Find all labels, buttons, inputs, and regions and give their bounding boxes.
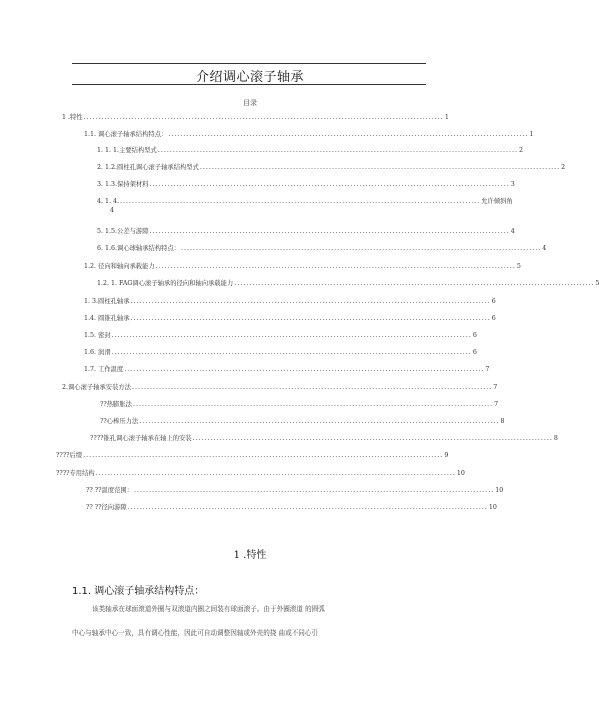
toc-leader-dots: ........................................................................................................................ xyxy=(132,401,494,408)
toc-leader-dots: ........................................................................................................................ xyxy=(149,228,510,235)
toc-page: 1 xyxy=(529,131,534,138)
toc-label: ????专用结构 xyxy=(56,470,95,477)
toc-page: 6 xyxy=(491,315,496,322)
body-paragraph-line: 该类轴承在球面滚道外圈与双滚道内圈之间装有球面滚子。由于外圈滚道 的圆弧 xyxy=(92,605,325,613)
toc-leader-dots: ........................................................................................................................ xyxy=(95,470,456,477)
toc-page: 10 xyxy=(495,487,504,494)
toc-page: 8 xyxy=(553,435,558,442)
toc-leader-dots: ........................................................................................................................ xyxy=(120,198,481,205)
toc-page: 10 xyxy=(456,470,465,477)
toc-entry[interactable] xyxy=(56,468,465,477)
toc-label: 1.1. 调心滚子轴承结构特点： xyxy=(84,131,168,138)
toc-label: 3. 1.3.保持架材料 xyxy=(97,181,149,188)
toc-page: 6 xyxy=(491,298,496,305)
toc-entry[interactable] xyxy=(100,399,499,408)
toc-page: 5 xyxy=(595,280,599,287)
top-rule xyxy=(72,63,426,64)
toc-page: 6 xyxy=(472,332,477,339)
toc-leader-dots: ........................................................................................................................ xyxy=(181,245,542,252)
toc-leader-dots: ........................................................................................................................ xyxy=(149,181,510,188)
toc-page: 9 xyxy=(444,452,449,459)
toc-label: 4. 1. 4. xyxy=(97,198,120,205)
toc-label: ????锥孔调心滚子轴承在轴上的安装 xyxy=(90,435,192,442)
toc-label: 1.2. 径向和轴向承载能力 xyxy=(84,263,155,270)
toc-leader-dots: ........................................................................................................................ xyxy=(111,332,472,339)
toc-label: 1. 3.圆柱孔轴承 xyxy=(84,298,130,305)
toc-label: 1.2. 1. FAG调心滚子轴承的径向和轴向承载能力 xyxy=(97,280,234,287)
toc-label: 1.7. 工作温度 xyxy=(84,366,124,373)
section-heading: 1 .特性 xyxy=(233,550,267,561)
toc-label: 1. 1. 1.主要结构型式 xyxy=(97,147,157,154)
toc-leader-dots: ........................................................................................................................ xyxy=(155,263,516,270)
toc-page: 4 xyxy=(542,245,547,252)
toc-label: 2. 1.2.圆柱孔调心滚子轴承结构型式 xyxy=(97,164,199,171)
toc-entry[interactable] xyxy=(97,145,524,154)
body-paragraph-line: 中心与轴承中心一致，具有调心性能，因此可自动调整因轴或外壳的挠 曲或不同心引 xyxy=(72,629,319,637)
toc-leader-dots: ........................................................................................................................ xyxy=(134,487,495,494)
toc-entry[interactable] xyxy=(62,382,498,391)
toc-entry[interactable] xyxy=(86,485,504,494)
toc-entry[interactable] xyxy=(62,112,449,121)
toc-page: 7 xyxy=(494,401,499,408)
toc-entry[interactable] xyxy=(84,364,490,373)
toc-label: 1 .特性 xyxy=(62,114,83,121)
toc-entry[interactable] xyxy=(84,313,496,322)
toc-page: 4 xyxy=(510,228,515,235)
toc-leader-dots: ........................................................................................................................ xyxy=(168,131,529,138)
toc-entry[interactable] xyxy=(84,261,521,270)
subsection-heading: 1.1. 调心滚子轴承结构特点： xyxy=(72,586,205,597)
toc-entry[interactable] xyxy=(84,129,534,138)
toc-label: 1.6. 润滑 xyxy=(84,349,111,356)
toc-page: 3 xyxy=(510,181,515,188)
toc-leader-dots: ........................................................................................................................ xyxy=(127,504,488,511)
toc-page: 7 xyxy=(485,366,490,373)
toc-label: ??心棒压力法 xyxy=(100,418,139,425)
toc-label: ????后缀 xyxy=(56,452,83,459)
title-rule xyxy=(72,84,426,85)
toc-label: 1.4. 圆锥孔轴承 xyxy=(84,315,130,322)
toc-heading: 目录 xyxy=(243,99,257,107)
toc-page: 8 xyxy=(500,418,505,425)
toc-entry[interactable] xyxy=(97,226,515,235)
toc-entry[interactable] xyxy=(100,416,505,425)
toc-entry[interactable] xyxy=(97,162,566,171)
toc-page: 6 xyxy=(472,349,477,356)
toc-entry[interactable] xyxy=(84,330,477,339)
toc-leader-dots: ........................................................................................................................ xyxy=(124,366,485,373)
toc-label: 6. 1.6.调心球轴承结构特点： xyxy=(97,245,180,252)
toc-entry[interactable] xyxy=(97,196,513,205)
toc-label: 2.调心滚子轴承安装方法 xyxy=(62,384,131,391)
toc-leader-dots: ........................................................................................................................ xyxy=(192,435,553,442)
toc-leader-dots: ........................................................................................................................ xyxy=(157,147,519,154)
toc-page: 2 xyxy=(561,164,566,171)
toc-leader-dots: ........................................................................................................................ xyxy=(139,418,500,425)
toc-page: 2 xyxy=(519,147,524,154)
toc-entry[interactable] xyxy=(56,450,449,459)
toc-entry[interactable] xyxy=(90,433,558,442)
toc-leader-dots: ........................................................................................................................ xyxy=(234,280,595,287)
toc-entry[interactable] xyxy=(97,243,547,252)
toc-page: 7 xyxy=(493,384,498,391)
toc-wrapped-page: 4 xyxy=(110,207,115,214)
toc-entry[interactable] xyxy=(97,179,515,188)
toc-leader-dots: ........................................................................................................................ xyxy=(199,164,561,171)
toc-label: 5. 1.5.公差与游隙 xyxy=(97,228,149,235)
toc-entry[interactable] xyxy=(84,296,496,305)
toc-leader-dots: ........................................................................................................................ xyxy=(131,384,493,391)
toc-entry[interactable] xyxy=(86,502,497,511)
toc-label: 1.5. 密封 xyxy=(84,332,111,339)
toc-label: ?? ??径向游隙 xyxy=(86,504,127,511)
toc-leader-dots: ........................................................................................................................ xyxy=(130,315,491,322)
toc-leader-dots: ........................................................................................................................ xyxy=(83,114,444,121)
toc-page: 1 xyxy=(444,114,449,121)
toc-label: ??热膨胀法 xyxy=(100,401,132,408)
toc-leader-dots: ........................................................................................................................ xyxy=(130,298,491,305)
toc-page: 5 xyxy=(516,263,521,270)
toc-leader-dots: ........................................................................................................................ xyxy=(111,349,472,356)
toc-page: 10 xyxy=(488,504,497,511)
document-title: 介绍调心滚子轴承 xyxy=(195,70,304,85)
toc-entry[interactable] xyxy=(97,278,599,287)
toc-entry[interactable] xyxy=(84,347,477,356)
toc-label: ?? ??温度范围： xyxy=(86,487,133,494)
toc-page: 允许倾斜角 xyxy=(481,198,513,205)
toc-leader-dots: ........................................................................................................................ xyxy=(83,452,444,459)
